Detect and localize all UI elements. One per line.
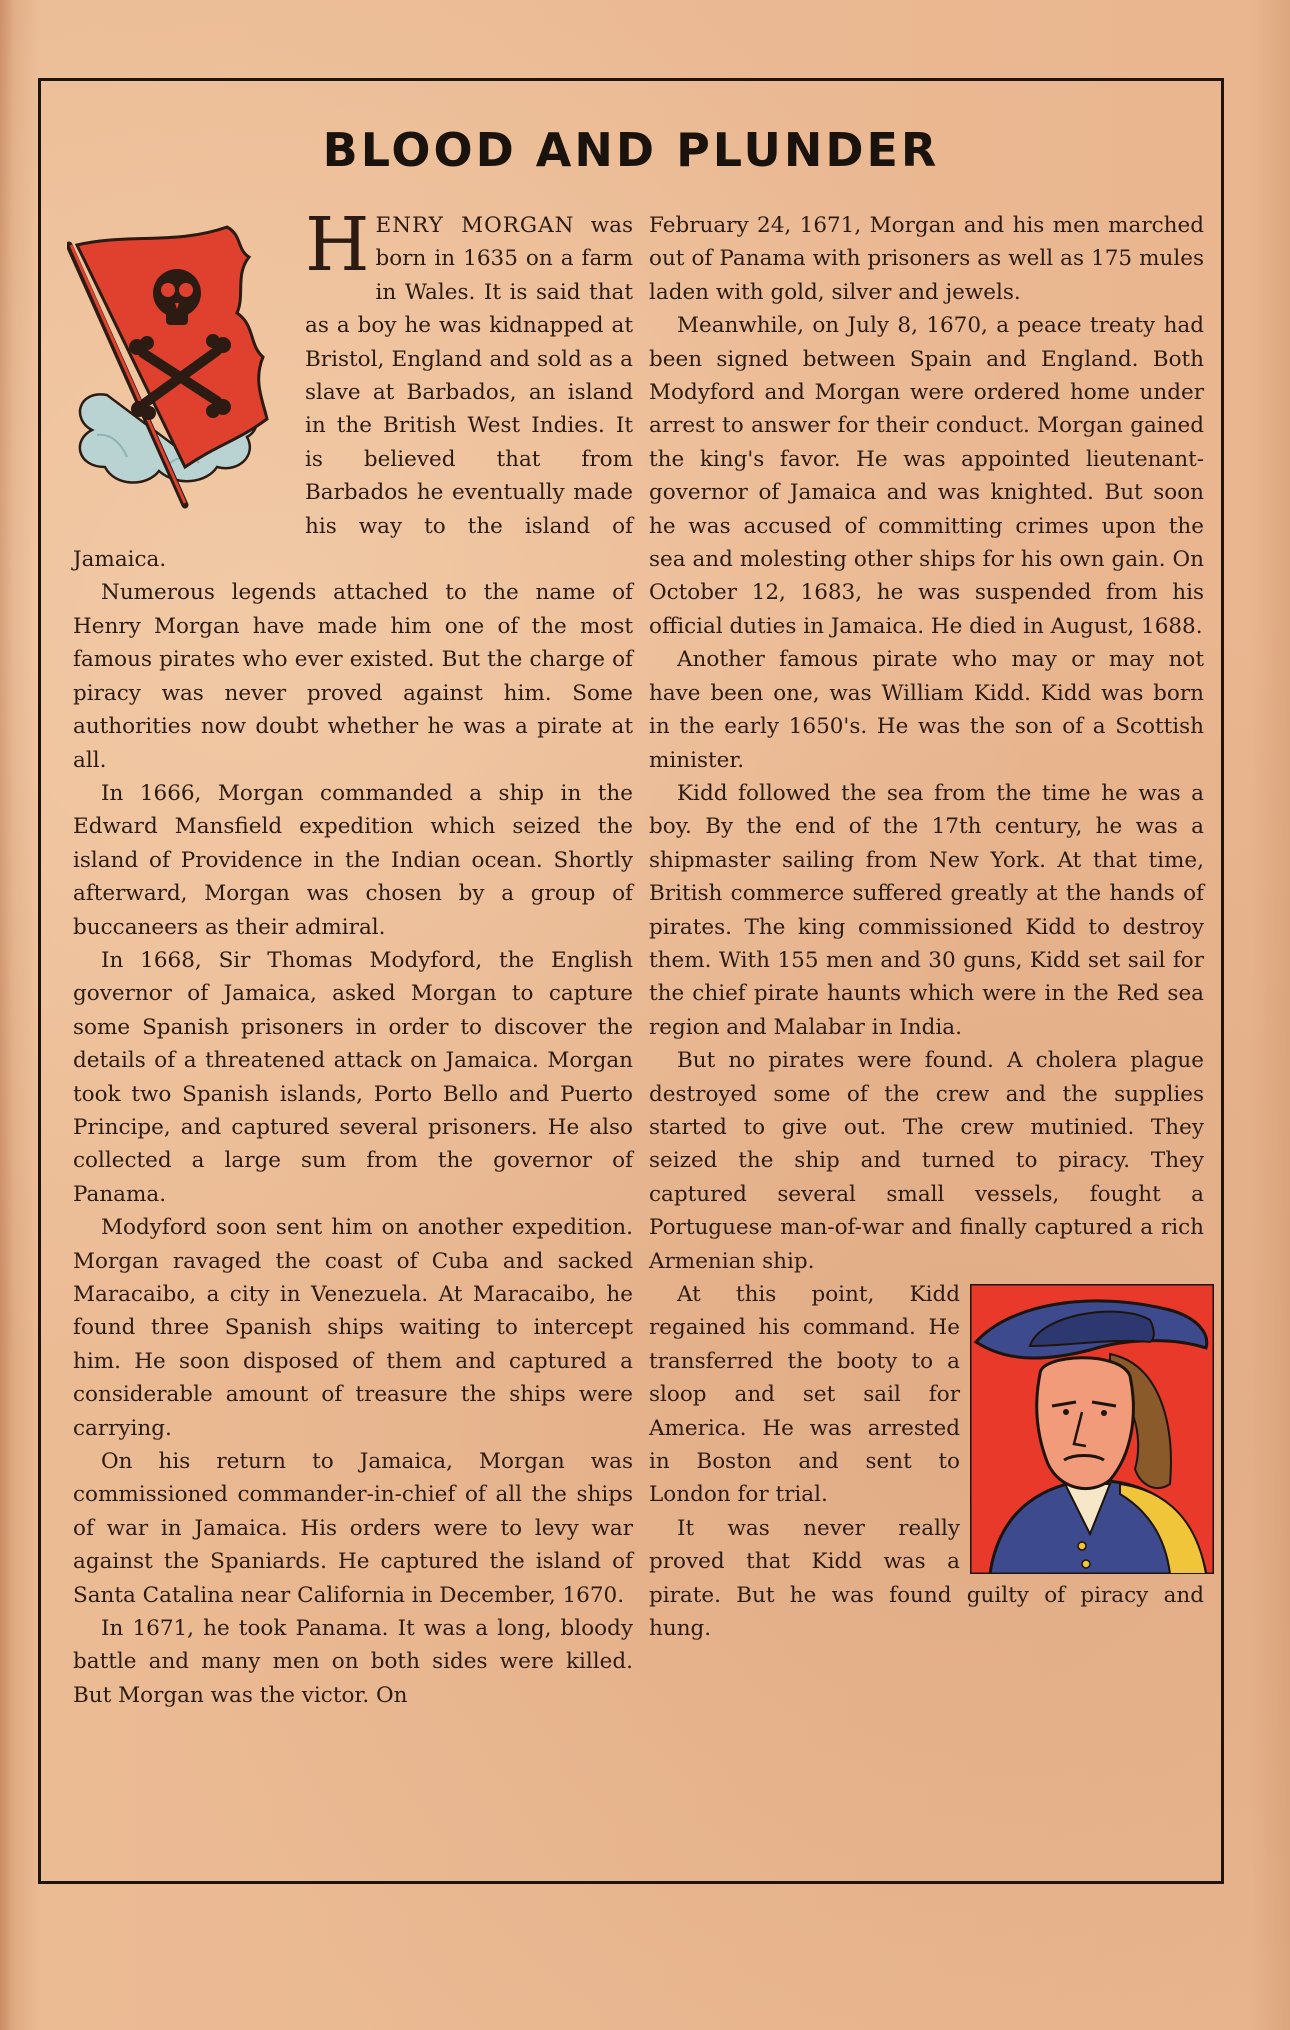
paragraph-verdict: It was never really proved that Kidd was a pirate. But he was found guilty of piracy and hung. [649, 1515, 1204, 1642]
drop-cap: H [305, 202, 370, 288]
paragraph-cholera: But no pirates were found. A cholera plague destroyed some of the crew and the supplies started to give out. The crew mutinied. They seized the ship and turned to piracy. They captured several small vessels, fought a Portuguese man-of-war and finally captured a rich Armenian ship. [649, 1048, 1204, 1274]
paragraph-maracaibo: Modyford soon sent him on another expedition. Morgan ravaged the coast of Cuba and sacked Maracaibo, a city in Venezuela. At Maracaibo, he found three Spanish ships waiting to intercept him. He soon disposed of them and captured a considerable amount of treasure the ships were carrying. [73, 1215, 633, 1441]
kidd-portrait-illustration [970, 1284, 1214, 1574]
article-frame [38, 78, 1224, 1884]
paragraph-return-jamaica: On his return to Jamaica, Morgan was commissioned commander-in-chief of all the ships of war in Jamaica. His orders were to levy war against the Spaniards. He captured the island of Santa Catalina near California in December, 1670. [73, 1449, 633, 1608]
paragraph-continued: February 24, 1671, Morgan and his men marched out of Panama with prisoners as well as 175 mules laden with gold, silver and jewels. [649, 213, 1204, 305]
intro-lead-word: ENRY MORGAN [375, 213, 575, 238]
paragraph-legends: Numerous legends attached to the name of Henry Morgan have made him one of the most famous pirates who ever existed. But the charge of piracy was never proved against him. Some authorities now doubt whether he was a pirate at all. [73, 580, 633, 773]
paragraph-panama: In 1671, he took Panama. It was a long, bloody battle and many men on both sides were killed. But Morgan was the victor. On [73, 1616, 633, 1708]
paragraph-1668: In 1668, Sir Thomas Modyford, the English governor of Jamaica, asked Morgan to capture some Spanish prisoners in order to discover the details of a threatened attack on Jamaica. Morgan took two Spanish islands, Porto Bello and Puerto Principe, and captured several prisoners. He also collected a large sum from the governor of Panama. [73, 947, 633, 1207]
paragraph-regained: At this point, Kidd regained his command. He transferred the booty to a sloop and set sail for America. He was arrested in Boston and sent to London for trial. [649, 1282, 960, 1508]
paragraph-kidd-sea: Kidd followed the sea from the time he was a boy. By the end of the 17th century, he was a shipmaster sailing from New York. At that time, British commerce suffered greatly at the hands of pirates. The king commissioned Kidd to destroy them. With 155 men and 30 guns, Kidd set sail for the chief pirate haunts which were in the Red sea region and Malabar in India. [649, 780, 1204, 1040]
article-title: BLOOD AND PLUNDER [322, 123, 940, 177]
pirate-flag-illustration [67, 205, 299, 517]
right-column [649, 209, 1204, 1645]
paragraph-kidd-intro: Another famous pirate who may or may not have been one, was William Kidd. Kidd was born in the early 1650's. He was the son of a Scottish minister. [649, 647, 1204, 773]
left-column [73, 202, 634, 1712]
paragraph-peace-treaty: Meanwhile, on July 8, 1670, a peace treaty had been signed between Spain and England. Both Modyford and Morgan were ordered home under arrest to answer for their conduct. Morgan gained the king's favor. He was appointed lieutenant-governor of Jamaica and was knighted. But soon he was accused of committing crimes upon the sea and molesting other ships for his own gain. On October 12, 1683, he was suspended from his official duties in Jamaica. He died in August, 1688. [649, 313, 1204, 639]
paragraph-1666: In 1666, Morgan commanded a ship in the Edward Mansfield expedition which seized the island of Providence in the Indian ocean. Shortly afterward, Morgan was chosen by a group of buccaneers as their admiral. [73, 780, 633, 940]
intro-text: was born in 1635 on a farm in Wales. It is said that as a boy he was kidnapped at Bristol, England and sold as a slave at Barbados, an island in the British West Indies. It is believed that from Barbados he eventually made his way to the island of Jamaica. [73, 213, 634, 573]
kidd-portrait-icon [970, 1284, 1214, 1574]
pirate-flag-icon [67, 205, 299, 517]
